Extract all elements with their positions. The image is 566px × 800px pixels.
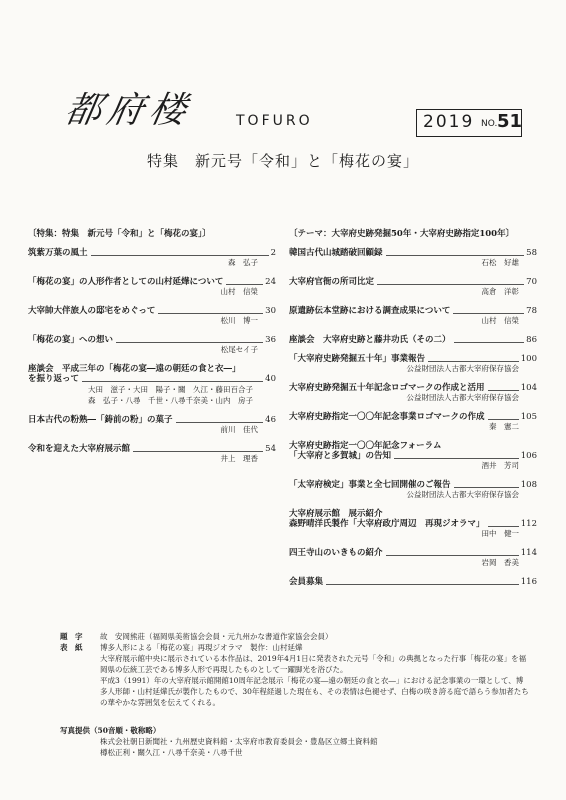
toc-page: 105 <box>520 412 537 422</box>
toc-entry[interactable] <box>289 306 537 326</box>
feature-headline: 特集 新元号「令和」と「梅花の宴」 <box>146 152 419 170</box>
toc-title: 四王寺山のいきもの紹介 <box>289 548 383 558</box>
toc-page: 78 <box>526 306 537 316</box>
toc-title: 座談会 大宰府史跡と藤井功氏（その二） <box>289 335 451 345</box>
toc-title: 「梅花の宴」への想い <box>28 335 114 345</box>
toc-entry[interactable] <box>28 248 276 268</box>
toc-entry[interactable] <box>289 335 537 345</box>
colophon-body: 平成3（1991）年の大宰府展示館開館10周年記念展示「梅花の宴―遠の朝廷の食と衣―」における記念事業の一環として、博多人形師・山村延燁氏が製作したもので、30年程経過した現在も、その表情は色褪せず、白梅の咲き誇る庭で語らう参加者たちの華やかな雰囲気を伝えてくれる。 <box>100 676 529 707</box>
issue-box <box>416 109 522 137</box>
toc-page: 46 <box>265 415 276 425</box>
photo-credits-line: 株式会社朝日新聞社・九州歴史資料館・太宰府市教育委員会・豊島区立郷土資料館 <box>100 737 378 746</box>
toc-entry[interactable] <box>289 354 537 374</box>
toc-author: 田中 健一 <box>481 529 519 538</box>
toc-entry[interactable] <box>289 548 537 568</box>
toc-page: 2 <box>270 248 276 258</box>
toc-title: 大宰府史跡指定一〇〇年記念事業ロゴマークの作成 <box>289 412 485 422</box>
toc-title: 「大宰府史跡発掘五十年」事業報告 <box>289 354 426 364</box>
toc-title: 「太宰府検定」事業と全七回開催のご報告 <box>289 480 451 490</box>
photo-credits-label: 写真提供（50音順・敬称略） <box>60 726 161 735</box>
toc-title-cont: を振り返って <box>28 374 80 384</box>
toc-title: 大宰府史跡発掘五十年記念ロゴマークの作成と活用 <box>289 383 485 393</box>
photo-credits-line: 樽松正利・關久江・八尋千奈美・八尋千世 <box>100 748 243 757</box>
colophon-text: 博多人形による「梅花の宴」再現ジオラマ 製作：山村延燁 <box>100 643 303 652</box>
toc-page: 104 <box>520 383 537 393</box>
toc-entry[interactable] <box>289 383 537 403</box>
toc-author: 森 弘子・八尋 千世・八尋千奈美・山内 房子 <box>88 396 253 405</box>
toc-author: 酒井 芳司 <box>481 461 519 470</box>
toc-left-column <box>28 229 276 473</box>
masthead-romaji: TOFURO <box>236 113 313 129</box>
colophon-body: 大宰府展示館中央に展示されている本作品は、2019年4月1日に発表された元号「令和」の典拠となった行事「梅花の宴」を福岡県の伝統工芸である博多人形で再現したものとして一躍脚光を浴びた。 <box>100 654 527 674</box>
toc-author: 大田 滋子・大田 陽子・關 久江・藤田百合子 <box>88 385 253 394</box>
toc-pretitle: 大宰府展示館 展示紹介 <box>289 509 383 519</box>
toc-page: 116 <box>520 577 537 587</box>
toc-author: 秦 憲二 <box>489 422 519 431</box>
toc-title: 筑紫万葉の風土 <box>28 248 88 258</box>
toc-entry[interactable] <box>28 277 276 297</box>
toc-title: 森野晴洋氏製作「大宰府政庁周辺 再現ジオラマ」 <box>289 519 485 529</box>
toc-author: 松尾セイ子 <box>220 345 258 354</box>
toc-title: 原遺跡伝本堂跡における調査成果について <box>289 306 451 316</box>
toc-pretitle: 大宰府史跡指定一〇〇年記念フォーラム <box>289 441 442 451</box>
toc-page: 36 <box>265 335 276 345</box>
toc-author: 岩岡 香美 <box>481 558 519 567</box>
toc-entry[interactable] <box>289 509 537 539</box>
toc-author: 石松 好雄 <box>481 258 519 267</box>
toc-page: 86 <box>526 335 537 345</box>
colophon-label: 題 字 <box>60 632 83 641</box>
toc-entry[interactable] <box>289 577 537 587</box>
issue-no-label: NO. <box>481 119 498 129</box>
toc-entry[interactable] <box>28 364 276 406</box>
issue-number: 51 <box>497 111 523 132</box>
toc-title: 大宰府官衙の所司比定 <box>289 277 375 287</box>
toc-title: 「大宰府と多賀城」の告知 <box>289 451 392 461</box>
toc-author: 山村 信榮 <box>481 316 519 325</box>
toc-page: 30 <box>265 306 276 316</box>
toc-entry[interactable] <box>28 415 276 435</box>
toc-entry[interactable] <box>28 444 276 464</box>
toc-page: 106 <box>520 451 537 461</box>
toc-author: 公益財団法人古都大宰府保存協会 <box>406 393 519 402</box>
colophon-text: 故 安岡熊莊（福岡県美術協会会員・元九州かな書道作家協会会員） <box>100 632 333 641</box>
toc-page: 112 <box>520 519 537 529</box>
colophon <box>60 631 530 708</box>
toc-page: 40 <box>265 374 276 384</box>
toc-section-heading: 〔テーマ：大宰府史跡発掘50年・大宰府史跡指定100年〕 <box>289 229 515 239</box>
photo-credits <box>60 725 530 758</box>
toc-entry[interactable] <box>289 441 537 471</box>
masthead-logo: 都府楼 <box>61 90 196 131</box>
toc-page: 24 <box>265 277 276 287</box>
toc-page: 100 <box>520 354 537 364</box>
toc-entry[interactable] <box>289 412 537 432</box>
toc-author: 森 弘子 <box>228 258 258 267</box>
issue-year: 2019 <box>423 112 475 132</box>
toc-page: 58 <box>526 248 537 258</box>
toc-title: 座談会 平成三年の「梅花の宴―遠の朝廷の食と衣―」 <box>28 364 241 374</box>
toc-title: 「梅花の宴」の人形作者としての山村延燁について <box>28 277 224 287</box>
colophon-label: 表 紙 <box>60 643 83 652</box>
toc-author: 高倉 洋彰 <box>481 287 519 296</box>
toc-entry[interactable] <box>28 335 276 355</box>
toc-author: 井上 理香 <box>220 454 258 463</box>
toc-author: 公益財団法人古都大宰府保存協会 <box>406 364 519 373</box>
toc-entry[interactable] <box>289 480 537 500</box>
toc-right-column <box>289 229 537 596</box>
toc-author: 山村 信榮 <box>220 287 258 296</box>
toc-author: 松川 博一 <box>220 316 258 325</box>
toc-author: 公益財団法人古都大宰府保存協会 <box>406 490 519 499</box>
toc-page: 70 <box>526 277 537 287</box>
toc-section-heading: 〔特集：特集 新元号「令和」と「梅花の宴」〕 <box>28 229 211 239</box>
toc-title: 令和を迎えた大宰府展示館 <box>28 444 131 454</box>
toc-page: 114 <box>520 548 537 558</box>
toc-title: 日本古代の粉熟―「鋳前の粉」の菓子 <box>28 415 173 425</box>
toc-entry[interactable] <box>28 306 276 326</box>
toc-author: 前川 佳代 <box>220 425 258 434</box>
toc-title: 会員募集 <box>289 577 324 587</box>
toc-page: 108 <box>520 480 537 490</box>
toc-title: 大宰帥大伴旅人の邸宅をめぐって <box>28 306 156 316</box>
toc-page: 54 <box>265 444 276 454</box>
toc-title: 韓国古代山城踏破回顧録 <box>289 248 383 258</box>
toc-entry[interactable] <box>289 277 537 297</box>
toc-entry[interactable] <box>289 248 537 268</box>
